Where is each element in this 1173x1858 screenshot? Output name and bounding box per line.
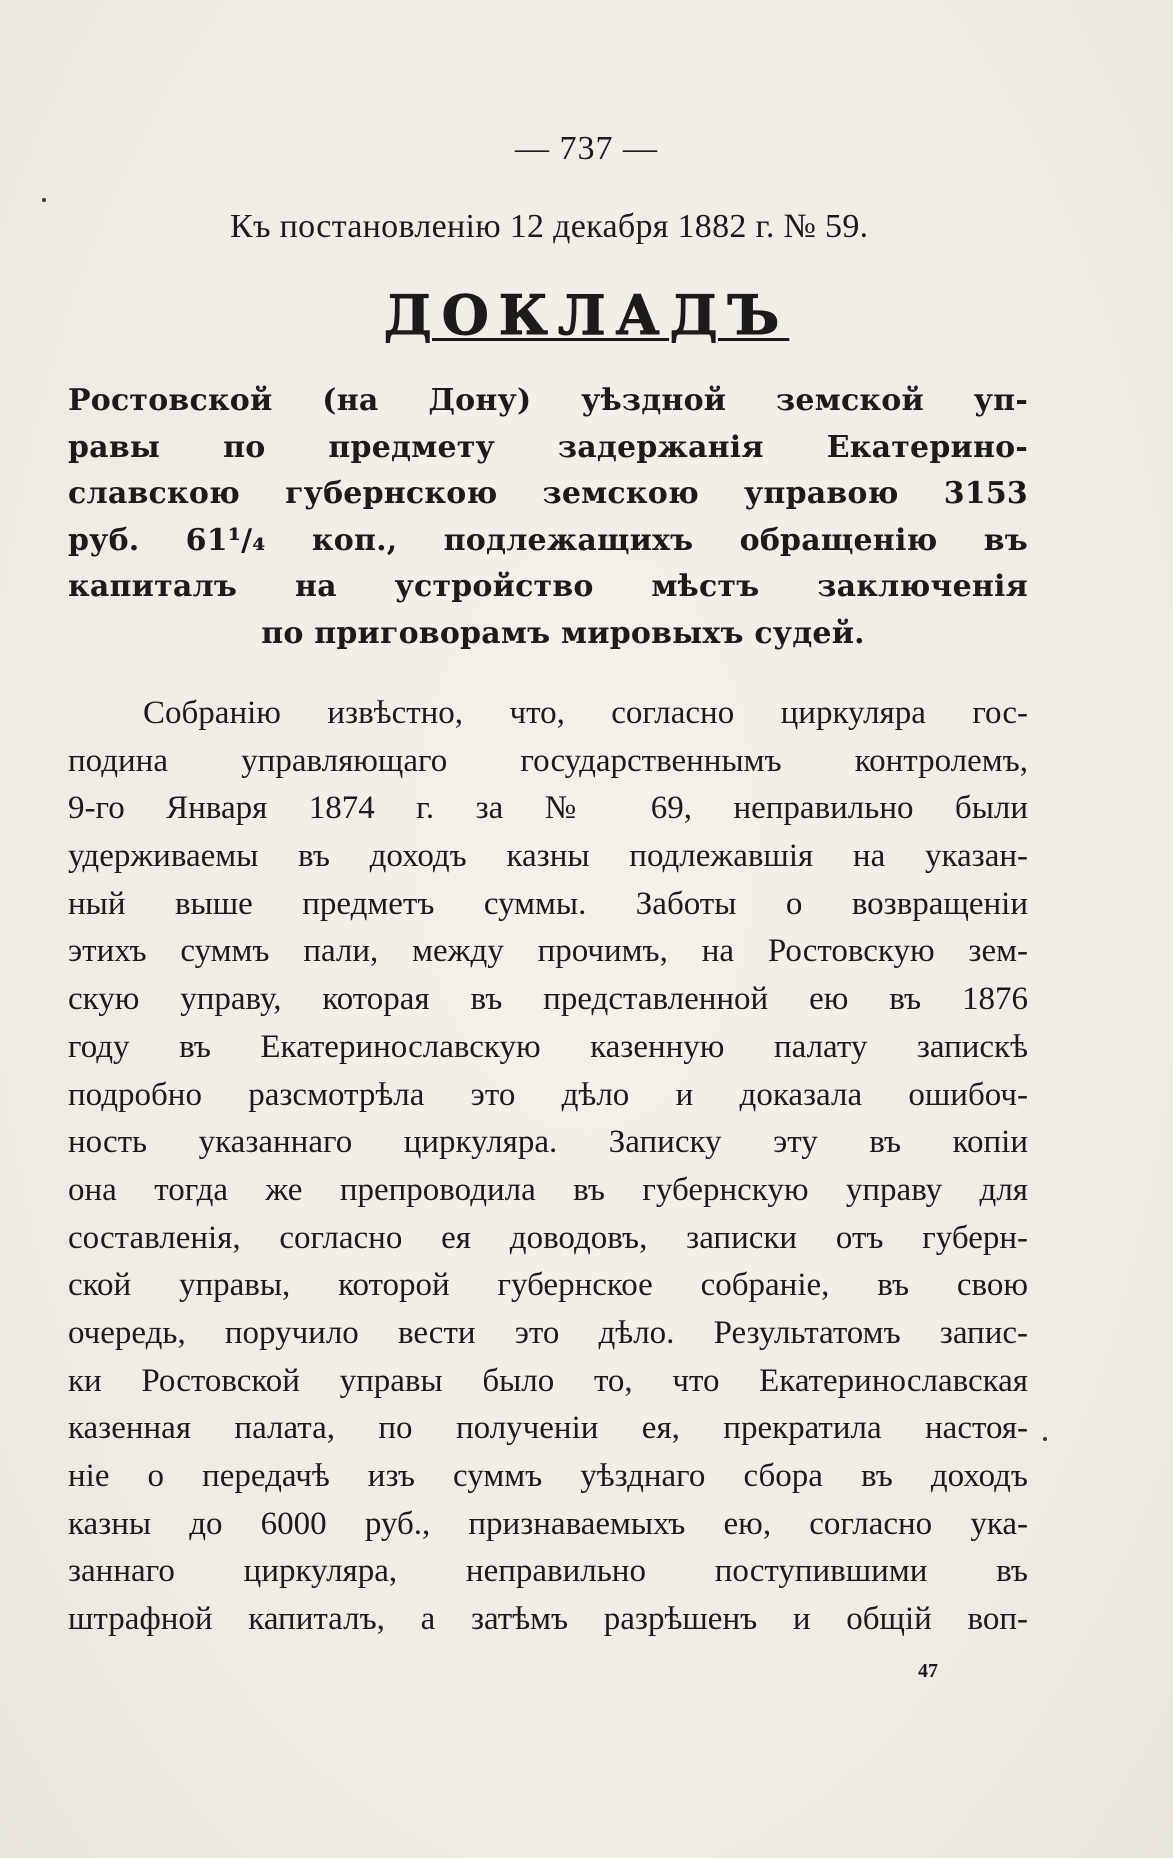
body-line: ность указаннаго циркуляра. Записку эту въ копіи [68,1124,1028,1161]
body-line: удерживаемы въ доходъ казны подлежавшія на указан- [68,838,1028,875]
body-line: штрафной капиталъ, а затѣмъ разрѣшенъ и общій воп- [68,1601,1028,1638]
body-line: году въ Екатеринославскую казенную палату запискѣ [68,1028,1028,1065]
ink-speck [42,198,46,202]
body-line: она тогда же препроводила въ губернскую управу для [68,1171,1028,1208]
heading-line: славскою губернскою земскою управою 3153 [68,476,1028,511]
body-line: ный выше предметъ суммы. Заботы о возвращеніи [68,885,1028,922]
heading-line: капиталъ на устройство мѣстъ заключенія [68,569,1028,604]
body-line: казенная палата, по полученіи ея, прекратила настоя- [68,1410,1028,1447]
document-title: ДОКЛАДЪ [383,283,790,347]
body-line: казны до 6000 руб., признаваемыхъ ею, согласно ука- [68,1505,1028,1542]
body-line: очередь, поручило вести это дѣло. Результатомъ запис- [68,1314,1028,1351]
ink-speck [1043,1437,1047,1441]
body-line: Собранію извѣстно, что, согласно циркуляра гос- [143,695,1028,731]
body-line: составленія, согласно ея доводовъ, записки отъ губерн- [68,1219,1028,1256]
body-line: ской управы, которой губернское собраніе, въ свою [68,1267,1028,1304]
body-line: подина управляющаго государственнымъ контролемъ, [68,742,1028,779]
body-line: ки Ростовской управы было то, что Екатеринославская [68,1362,1028,1399]
body-line: ніе о передачѣ изъ суммъ уѣзднаго сбора въ доходъ [68,1458,1028,1494]
heading-line: по приговорамъ мировыхъ судей. [261,615,865,651]
body-line: заннаго циркуляра, неправильно поступившими въ [68,1553,1028,1590]
body-line: 9-го Января 1874 г. за № 69, неправильно были [68,790,1028,827]
resolution-reference: Къ постановленію 12 декабря 1882 г. № 59. [230,208,869,245]
report-heading [68,378,1028,657]
heading-line: равы по предмету задержанія Екатерино- [68,429,1028,465]
body-line: этихъ суммъ пали, между прочимъ, на Ростовскую зем- [68,933,1028,970]
heading-line: Ростовской (на Дону) уѣздной земской уп- [68,383,1028,418]
body-line: подробно разсмотрѣла это дѣло и доказала ошибоч- [68,1076,1028,1113]
heading-line: руб. 61¹/₄ коп., подлежащихъ обращенію въ [68,522,1028,558]
printer-sheet-signature: 47 [918,1660,938,1682]
body-paragraph [68,690,1028,1644]
body-line: скую управу, которая въ представленной ею въ 1876 [68,981,1028,1018]
page-number: — 737 — [515,130,658,167]
